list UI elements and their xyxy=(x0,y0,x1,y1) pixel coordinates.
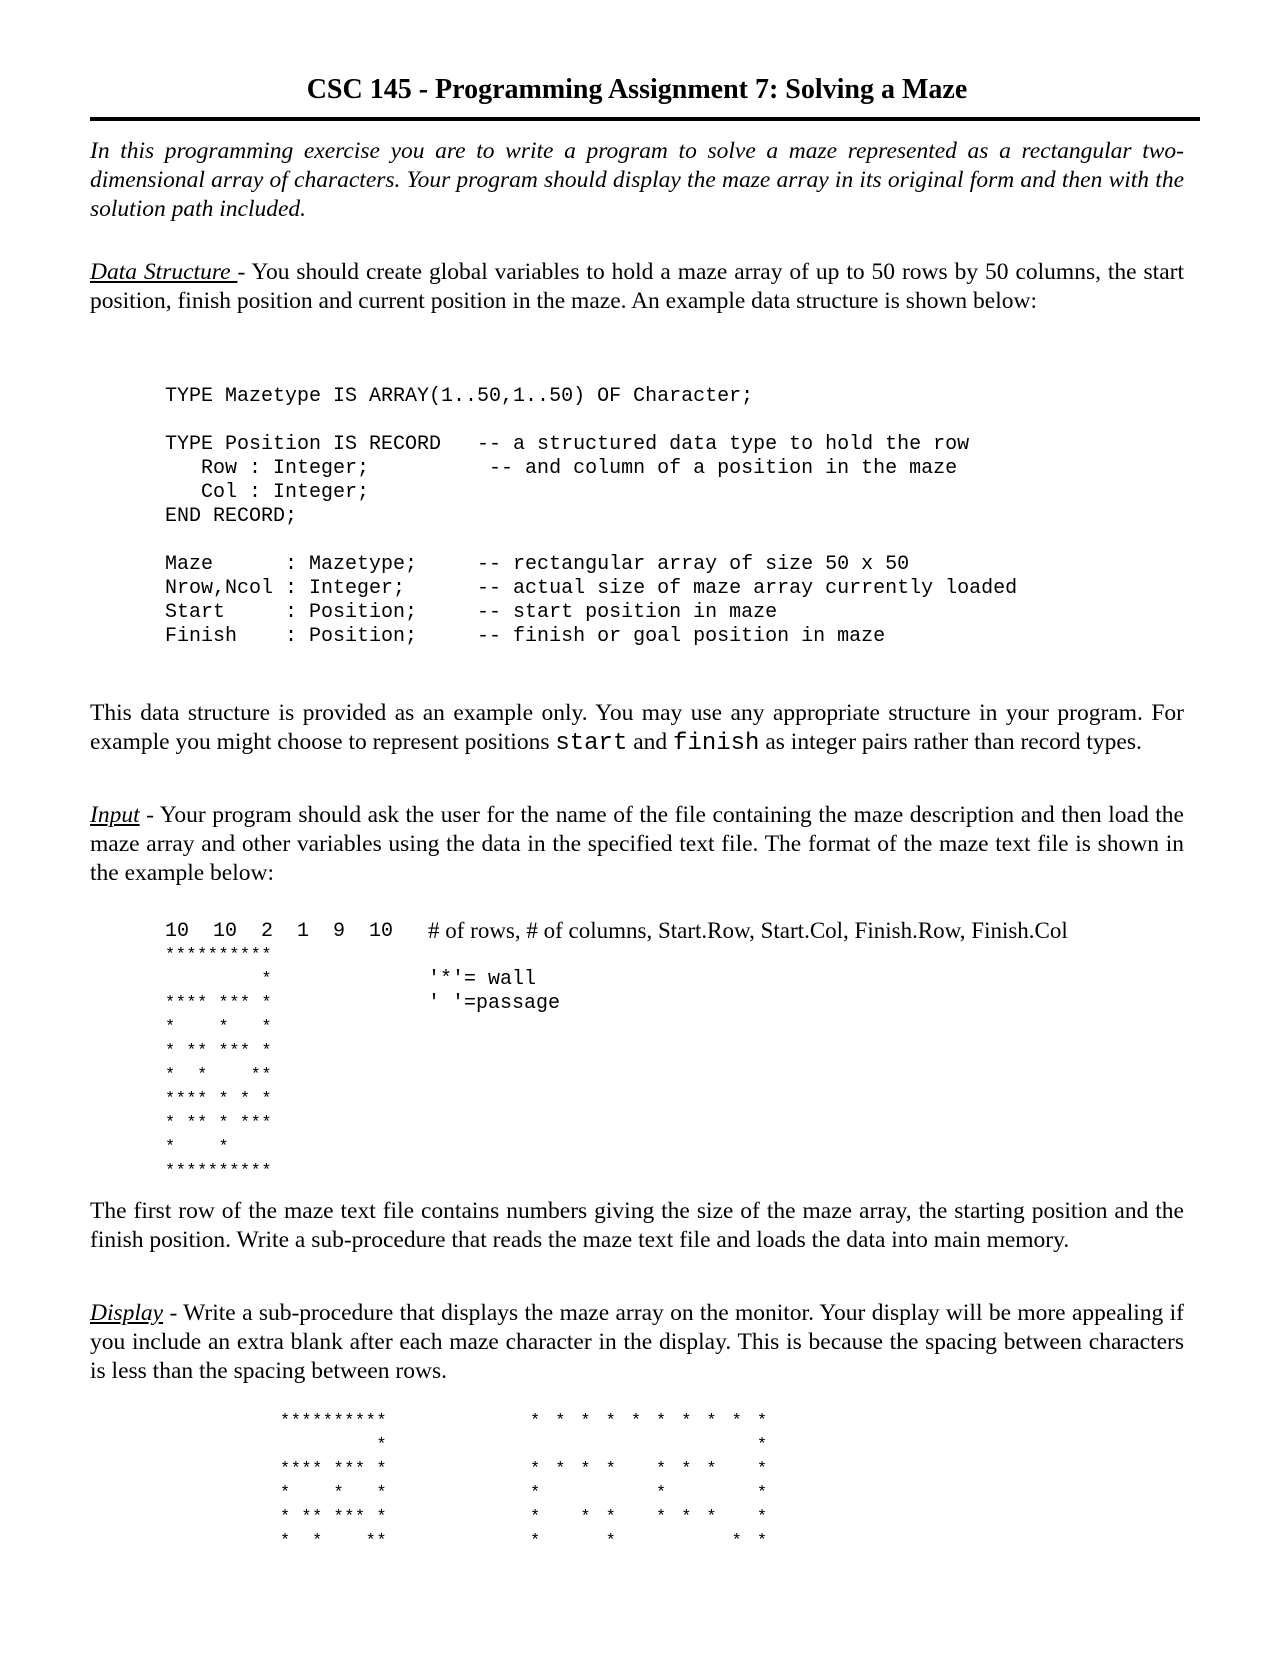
input-heading: Input xyxy=(90,802,140,828)
code-position-record: TYPE Position IS RECORD -- a structured data type to hold the row Row : Integer; -- and column of a position in the maze Col : Integer; END RECORD; xyxy=(165,433,970,528)
input-paragraph xyxy=(90,801,1184,888)
page-title: CSC 145 - Programming Assignment 7: Solving a Maze xyxy=(306,74,968,105)
document-page xyxy=(90,0,1184,1656)
title-rule xyxy=(90,117,1200,121)
input-text: - Your program should ask the user for the name of the file containing the maze description and then load the maze array and other variables using the data in the specified text file. The format of the maze text file is shown in the example below: xyxy=(90,802,1184,886)
code-mazetype: TYPE Mazetype IS ARRAY(1..50,1..50) OF Character; xyxy=(165,385,754,408)
code-variables: Maze : Mazetype; -- rectangular array of size 50 x 50 Nrow,Ncol : Integer; -- actual size of maze array currently loaded Start : Position; -- start position in maze Finish : Position; -- finish or goal position in maze xyxy=(165,553,1018,648)
data-structure-text: - You should create global variables to hold a maze array of up to 50 rows by 50 columns, the start position, finish position and current position in the maze. An example data structure is shown below: xyxy=(90,259,1184,314)
example-note-paragraph xyxy=(90,699,1184,758)
maze-display-spaced: * * * * * * * * * * * * * * * * * * * * * * * * * * * * * * * * * xyxy=(530,1412,770,1551)
data-structure-paragraph xyxy=(90,258,1184,316)
intro-paragraph: In this programming exercise you are to write a program to solve a maze represented as a rectangular two-dimensional array of characters. Your program should display the maze array in its original form and then with the solution path included. xyxy=(90,138,1184,222)
example-note-text-2: as integer pairs rather than record types. xyxy=(759,729,1142,755)
maze-file-first-line: 10 10 2 1 9 10 xyxy=(165,920,394,943)
first-row-paragraph: The first row of the maze text file contains numbers giving the size of the maze array, the starting position and the finish position. Write a sub-procedure that reads the maze text file and loads the data into main memory. xyxy=(90,1198,1184,1253)
maze-legend: '*'= wall ' '=passage xyxy=(428,968,561,1015)
maze-file-example: ********** * **** *** * * * * * ** *** * * * ** **** * * * * ** * *** * * ********** xyxy=(165,946,273,1181)
display-heading: Display xyxy=(90,1300,164,1326)
code-start: start xyxy=(555,730,628,757)
display-text: - Write a sub-procedure that displays the maze array on the monitor. Your display will be more appealing if you include an extra blank after each maze character in the display. This is because the spacing between characters is less than the spacing between rows. xyxy=(90,1300,1184,1384)
display-paragraph xyxy=(90,1299,1184,1386)
first-line-note: # of rows, # of columns, Start.Row, Start.Col, Finish.Row, Finish.Col xyxy=(428,918,1068,943)
data-structure-heading: Data Structure xyxy=(90,259,238,285)
example-note-and: and xyxy=(627,729,674,755)
example-note-text-1: This data structure is provided as an example only. You may use any appropriate structure in your program. For example you might choose to represent positions xyxy=(90,700,1184,755)
code-finish: finish xyxy=(673,730,760,757)
maze-display-compact: ********** * **** *** * * * * * ** *** * * * ** xyxy=(280,1412,388,1551)
